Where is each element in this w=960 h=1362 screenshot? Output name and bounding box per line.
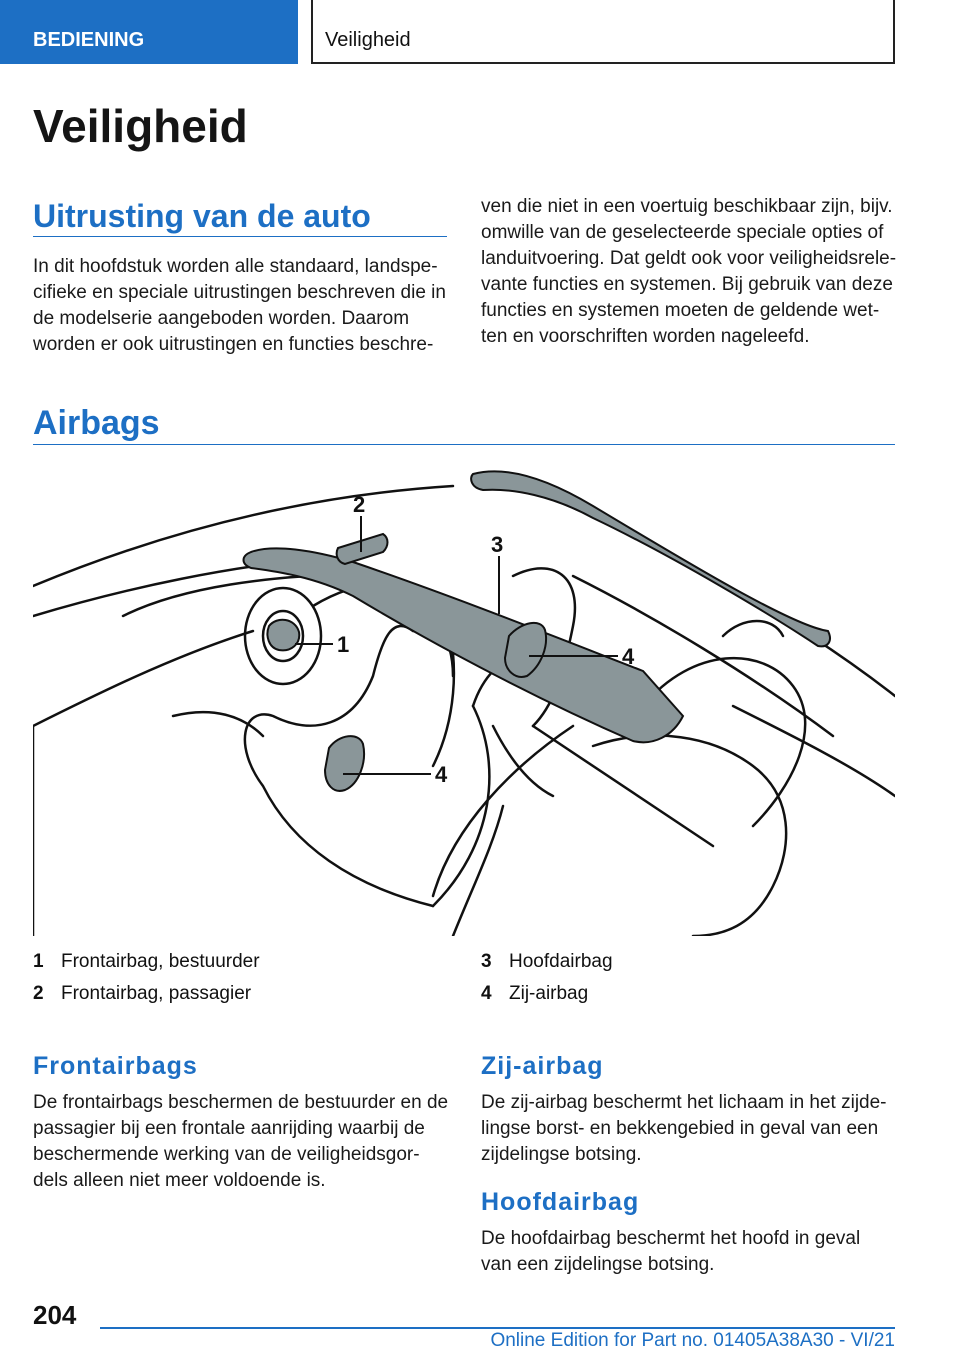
legend-number: 1 <box>33 951 44 972</box>
side-airbag-front <box>325 736 364 791</box>
chapter-tab-label: Veiligheid <box>325 29 411 51</box>
section-tab[interactable] <box>0 0 298 64</box>
airbag-illustration <box>33 466 895 936</box>
callout-2: 2 <box>353 492 366 517</box>
callout-4-front: 4 <box>435 762 448 787</box>
chapter-tab[interactable] <box>311 0 895 64</box>
legend-left <box>33 946 453 1010</box>
hoofdairbag-text: De hoofdairbag beschermt het hoofd in geval van een zijdelingse botsing. <box>481 1228 861 1275</box>
airbags-heading: Airbags <box>33 404 160 442</box>
legend-item <box>481 946 895 978</box>
callout-4-rear: 4 <box>622 644 635 669</box>
legend-label: Frontairbag, bestuurder <box>61 951 260 972</box>
passenger-front-airbag <box>337 534 388 564</box>
callout-1: 1 <box>337 632 350 657</box>
airbags-heading-rule <box>33 444 895 445</box>
head-airbag <box>244 548 684 742</box>
page-title: Veiligheid <box>33 100 248 152</box>
legend-number: 4 <box>481 983 492 1004</box>
callout-3: 3 <box>491 532 504 557</box>
legend-item <box>33 978 453 1010</box>
equipment-text-right: ven die niet in een voertuig beschikbaar zijn, bijv. omwille van de geselecteerde speciale opties of landuitvoering. Dat geldt ook voor veiligheidsrele-vante functies en systemen. Bij gebruik van deze functies en systemen moeten de geldende wet-ten en voorschriften worden nageleefd. <box>481 196 897 347</box>
legend-number: 3 <box>481 951 492 972</box>
equipment-text-left: In dit hoofdstuk worden alle standaard, landspe-cifieke en speciale uitrustingen beschreven die in de modelserie aangeboden worden. Daarom worden er ook uitrustingen en functies beschre- <box>33 256 446 355</box>
legend-label: Hoofdairbag <box>509 951 613 972</box>
legend-item <box>33 946 453 978</box>
legend-label: Frontairbag, passagier <box>61 983 252 1004</box>
driver-front-airbag <box>267 620 299 651</box>
head-airbag-upper <box>471 471 830 646</box>
footer-edition: Online Edition for Part no. 01405A38A30 - VI/21 <box>490 1330 895 1351</box>
airbag-shapes <box>244 471 830 791</box>
frontairbags-heading: Frontairbags <box>33 1052 198 1080</box>
equipment-heading-rule <box>33 236 447 237</box>
page-number: 204 <box>33 1300 77 1330</box>
car-interior-lines <box>33 476 895 936</box>
legend-number: 2 <box>33 983 44 1004</box>
equipment-heading: Uitrusting van de auto <box>33 198 371 234</box>
hoofdairbag-heading: Hoofdairbag <box>481 1188 640 1216</box>
frontairbags-text: De frontairbags beschermen de bestuurder en de passagier bij een frontale aanrijding waarbij de beschermende werking van de veiligheidsgor-dels alleen niet meer voldoende is. <box>33 1092 449 1191</box>
section-tab-label: BEDIENING <box>33 29 145 51</box>
footer-rule <box>100 1327 895 1329</box>
zijairbag-text: De zij-airbag beschermt het lichaam in het zijde-lingse borst- en bekkengebied in geval van een zijdelingse botsing. <box>481 1092 887 1165</box>
legend-right <box>481 946 895 1010</box>
legend-item <box>481 978 895 1010</box>
zijairbag-heading: Zij-airbag <box>481 1052 604 1080</box>
legend-label: Zij-airbag <box>509 983 589 1004</box>
